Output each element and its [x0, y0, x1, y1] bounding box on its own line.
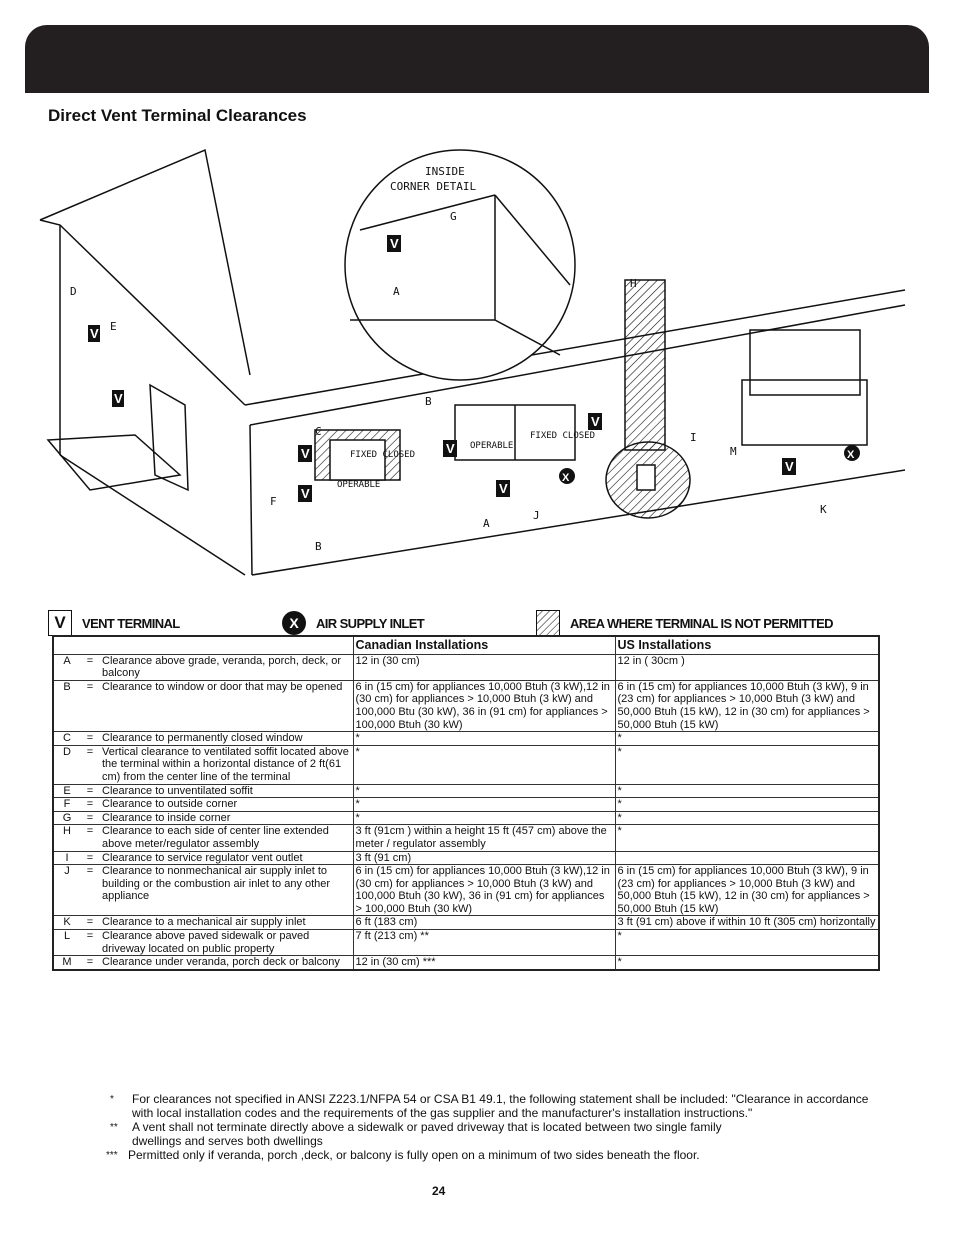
row-key: D [63, 745, 71, 758]
label-j: J [533, 509, 540, 522]
canadian-value: 12 in (30 cm) *** [353, 956, 615, 970]
canadian-value: * [353, 732, 615, 746]
clearance-label-cell [53, 680, 353, 731]
row-key: A [63, 654, 71, 667]
row-label: Clearance to permanently closed window [102, 732, 303, 745]
header-blank [53, 636, 353, 654]
row-key: I [65, 851, 69, 864]
label-g: G [450, 210, 457, 223]
us-value: 6 in (15 cm) for appliances 10,000 Btuh (3 kW), 9 in (23 cm) for appliances > 10,000 Btuh (3 kW) and 50,000 Btuh (15 kW), 12 in (30 cm) for appliances > 50,000 Btuh (15 kW) [615, 865, 879, 916]
row-label: Clearance to each side of center line extended above meter/regulator assembly [102, 825, 329, 850]
label-m: M [730, 445, 737, 458]
clearance-label-cell [53, 811, 353, 825]
clearance-label-cell [53, 865, 353, 916]
legend-area-label: AREA WHERE TERMINAL IS NOT PERMITTED [570, 615, 833, 631]
canadian-value: * [353, 784, 615, 798]
label-f: F [270, 495, 277, 508]
legend-vent-terminal [48, 608, 180, 638]
us-value: * [615, 811, 879, 825]
svg-text:V: V [785, 459, 794, 474]
row-equals: = [86, 865, 94, 878]
table-row [53, 732, 879, 746]
canadian-value: * [353, 811, 615, 825]
row-equals: = [86, 956, 94, 969]
row-key: F [63, 798, 71, 811]
clearance-label-cell [53, 732, 353, 746]
row-key: J [64, 865, 70, 878]
clearance-label-cell [53, 916, 353, 930]
table-row [53, 865, 879, 916]
us-value: 3 ft (91 cm) above if within 10 ft (305 cm) horizontally [615, 916, 879, 930]
label-i: I [690, 431, 697, 444]
legend-air-label: AIR SUPPLY INLET [316, 615, 425, 631]
clearance-label-cell [53, 784, 353, 798]
us-value: * [615, 745, 879, 784]
table-row [53, 851, 879, 865]
row-label: Clearance to inside corner [102, 811, 231, 824]
header-us: US Installations [615, 636, 879, 654]
footnotes [100, 1093, 872, 1164]
clearance-table [52, 635, 880, 971]
us-value: * [615, 956, 879, 970]
canadian-value: 6 ft (183 cm) [353, 916, 615, 930]
svg-text:V: V [114, 391, 123, 406]
row-equals: = [86, 732, 94, 745]
row-label: Clearance to window or door that may be opened [102, 680, 343, 693]
table-row [53, 930, 879, 956]
canadian-value: 12 in (30 cm) [353, 654, 615, 680]
canadian-value: 7 ft (213 cm) ** [353, 930, 615, 956]
svg-text:V: V [591, 414, 600, 429]
row-label: Clearance under veranda, porch deck or balcony [102, 956, 340, 969]
label-b: B [315, 540, 322, 553]
vent-terminal-icon: V [48, 610, 72, 636]
vent-clearance-diagram [30, 135, 920, 605]
footnote-2: ** A vent shall not terminate directly above a sidewalk or paved driveway that is located between two single family dwellings and serves both dwellings [110, 1120, 722, 1148]
clearance-label-cell [53, 851, 353, 865]
clearance-label-cell [53, 930, 353, 956]
row-equals: = [86, 654, 94, 667]
svg-text:V: V [301, 486, 310, 501]
legend-vent-label: VENT TERMINAL [82, 615, 180, 631]
page-title: Direct Vent Terminal Clearances [48, 106, 307, 125]
label-e: E [110, 320, 117, 333]
roof-outline [40, 150, 250, 375]
table-row [53, 916, 879, 930]
row-key: H [63, 825, 71, 838]
header-bar [25, 25, 929, 93]
row-label: Clearance to a mechanical air supply inlet [102, 916, 306, 929]
row-equals: = [86, 680, 94, 693]
svg-text:V: V [499, 481, 508, 496]
row-key: B [63, 680, 71, 693]
label-h: H [630, 277, 637, 290]
clearance-label-cell [53, 798, 353, 812]
label-a: A [483, 517, 490, 530]
operable-label-1: OPERABLE [337, 480, 381, 490]
label-c: C [315, 425, 322, 438]
us-value: * [615, 784, 879, 798]
row-key: L [63, 930, 71, 943]
canadian-value: 6 in (15 cm) for appliances 10,000 Btuh (3 kW),12 in (30 cm) for appliances > 10,000 Btuh (3 kW) and 100,000 Btu (30 kW), 36 in (91 cm) for appliances > 100,000 Btuh (30 kW) [353, 680, 615, 731]
us-value: * [615, 825, 879, 851]
legend-not-permitted [536, 608, 833, 638]
row-key: K [63, 916, 71, 929]
row-label: Vertical clearance to ventilated soffit located above the terminal within a horizontal distance of 2 ft(61 cm) from the center line of the terminal [102, 745, 349, 783]
us-value: * [615, 798, 879, 812]
svg-text:V: V [90, 326, 99, 341]
label-k: K [820, 503, 827, 516]
legend-air-supply [282, 608, 424, 638]
table-row [53, 798, 879, 812]
row-equals: = [86, 851, 94, 864]
row-equals: = [86, 784, 94, 797]
inset-title-2: CORNER DETAIL [390, 180, 477, 193]
row-key: M [62, 956, 72, 969]
svg-text:X: X [562, 472, 570, 484]
footnote-3: *** Permitted only if veranda, porch ,deck, or balcony is fully open on a minimum of two sides beneath the floor. [106, 1148, 700, 1162]
row-label: Clearance above paved sidewalk or paved driveway located on public property [102, 930, 310, 955]
svg-text:V: V [301, 446, 310, 461]
row-key: G [62, 811, 72, 824]
label-inset-a: A [393, 285, 400, 298]
row-equals: = [86, 916, 94, 929]
label-b2: B [425, 395, 432, 408]
us-value: * [615, 930, 879, 956]
svg-text:V: V [390, 236, 399, 251]
table-row [53, 825, 879, 851]
row-equals: = [86, 798, 94, 811]
header-canadian: Canadian Installations [353, 636, 615, 654]
svg-text:V: V [446, 441, 455, 456]
label-d: D [70, 285, 77, 298]
us-value: 12 in ( 30cm ) [615, 654, 879, 680]
us-value: * [615, 732, 879, 746]
fixed-closed-label: FIXED CLOSED [350, 450, 416, 460]
svg-text:X: X [847, 449, 855, 461]
hatched-area-icon [536, 610, 560, 636]
row-key: C [63, 732, 71, 745]
row-equals: = [86, 825, 94, 838]
canadian-value: 3 ft (91cm ) within a height 15 ft (457 cm) above the meter / regulator assembly [353, 825, 615, 851]
row-label: Clearance to unventilated soffit [102, 784, 253, 797]
clearance-label-cell [53, 825, 353, 851]
inset-title-1: INSIDE [425, 165, 465, 178]
us-value [615, 851, 879, 865]
fixed-closed-label-2: FIXED CLOSED [530, 431, 596, 441]
row-label: Clearance to service regulator vent outlet [102, 851, 303, 864]
canadian-value: * [353, 745, 615, 784]
row-equals: = [86, 930, 94, 943]
canadian-value: 3 ft (91 cm) [353, 851, 615, 865]
row-key: E [63, 784, 71, 797]
row-label: Clearance to outside corner [102, 798, 238, 811]
table-row [53, 811, 879, 825]
row-equals: = [86, 745, 94, 758]
row-equals: = [86, 811, 94, 824]
clearance-label-cell [53, 654, 353, 680]
clearance-label-cell [53, 745, 353, 784]
table-row [53, 956, 879, 970]
row-label: Clearance to nonmechanical air supply inlet to building or the combustion air inlet to any other appliance [102, 865, 331, 903]
clearance-label-cell [53, 956, 353, 970]
row-label: Clearance above grade, veranda, porch, deck, or balcony [102, 654, 342, 680]
canadian-value: * [353, 798, 615, 812]
air-supply-icon: X [282, 611, 306, 635]
table-row [53, 784, 879, 798]
footnote-1: * For clearances not specified in ANSI Z223.1/NFPA 54 or CSA B1 49.1, the following statement shall be included: "Clearance in accordance with local installation codes and the requirements of the gas supplier and the manufacturer's installation instructions." [110, 1092, 869, 1120]
table-row [53, 654, 879, 680]
table-row [53, 680, 879, 731]
page-number: 24 [432, 1184, 446, 1198]
canadian-value: 6 in (15 cm) for appliances 10,000 Btuh (3 kW),12 in (30 cm) for appliances > 10,000 Btuh (3 kW) and 100,000 Btuh (30 kW), 36 in (91 cm) for appliances > 100,000 Btuh (30 kW) [353, 865, 615, 916]
us-value: 6 in (15 cm) for appliances 10,000 Btuh (3 kW), 9 in (23 cm) for appliances > 10,000 Btuh (3 kW) and 50,000 Btuh (15 kW), 12 in (30 cm) for appliances > 50,000 Btuh (15 kW) [615, 680, 879, 731]
table-row [53, 745, 879, 784]
operable-label-2: OPERABLE [470, 441, 514, 451]
